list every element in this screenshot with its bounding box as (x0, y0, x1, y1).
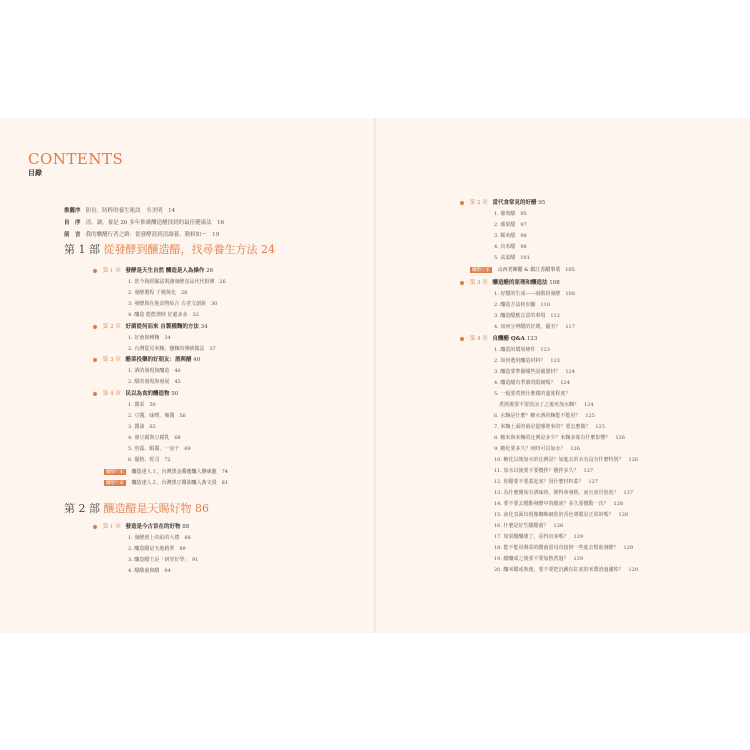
contents-title: CONTENTS (28, 150, 124, 168)
toc-item: 3. 釀造醋王是「研究好學」 91 (128, 557, 199, 563)
toc-item: 1. 葡萄醋 95 (494, 211, 527, 217)
chapter-heading: 第 2 章 好菌從何而來 自製種麴的方法 34 (93, 322, 208, 330)
bullet-dot (93, 358, 97, 362)
bullet-dot (460, 201, 464, 205)
toc-item: 19. 醋釀成之後要不要加熱煮過？ 129 (494, 556, 584, 562)
bullet-dot (93, 392, 97, 396)
feature-badge: 釀醋行家 (106, 481, 124, 486)
toc-item: 8. 糖米與米麴的比例是多少？米麴多寡有什麼影響？ 126 (494, 435, 625, 441)
toc-item: 1. 醬菜 50 (128, 402, 156, 408)
chapter-heading: 第 4 章 自釀醋 Q&A 123 (460, 334, 537, 342)
toc-item: 3. 糯米醋 98 (494, 233, 527, 239)
toc-item: 7. 米麴上面的菌是從哪裡來的？要怎麼做？ 125 (494, 424, 605, 430)
toc-item: 12. 你醋要不要蓋起來？用什麼材料蓋？ 127 (494, 479, 599, 485)
toc-item: 14. 要不要去攪動發酵中的醋液？多久要攪動一次？ 128 (494, 501, 624, 507)
toc-item: 2. 釀造醋是天地精華 89 (128, 546, 186, 552)
toc-item: 4. 烏米醋 98 (494, 244, 527, 250)
toc-item: 3. 釀造要準備哪些設備器材？ 124 (494, 369, 575, 375)
toc-item: 2. 釀造方法和步驟 110 (494, 302, 550, 308)
feature-item: 釀醋行家 釀造達人２，台灣黑豆醬油釀人黃文貴 81 (106, 480, 228, 486)
chapter-heading: 第 1 章 發造是今古首在的好物 88 (93, 522, 189, 530)
toc-item: 5. 高粱醋 101 (494, 255, 530, 261)
toc-item: 2. 如何選用釀造材料？ 123 (494, 358, 560, 364)
feature-badge: 釀醋行家 (106, 470, 124, 475)
bullet-dot (93, 269, 97, 273)
toc-item: 16. 什麼是好生醋醋菌？ 128 (494, 523, 564, 529)
chapter-heading: 第 2 章 當代食常見的好醋 95 (460, 198, 545, 206)
front-matter-2: 自 序 清。調。養是 26 多年推廣釀造醋找到的最佳健康法 16 (64, 220, 225, 226)
toc-item: 3. 釀造醋應注意的事項 112 (494, 313, 560, 319)
toc-item: 2. 台灣從見米麴，鹽麴的傳統做法 37 (128, 346, 216, 352)
chapter-heading: 第 1 章 發酵是天生自然 釀造是人為操作 26 (93, 266, 213, 274)
page-fold (374, 118, 376, 633)
feature-item: 釀醋行家 山西老陳醋 & 鎮江香醋事業 105 (472, 267, 575, 273)
chapter-heading: 第 3 章 醋菜投藥的好朋友：酒與醋 40 (93, 355, 200, 363)
toc-item: 4. 醋酸菌與醋 94 (128, 568, 171, 574)
toc-item: 1. 發酵到上帝給的大禮 88 (128, 535, 191, 541)
toc-item: 1. 釀造的環境條件 123 (494, 347, 550, 353)
toc-item: 4. 釀造 能能增時 好處多多 32 (128, 312, 199, 318)
toc-item: 1. 好菌與種麴 34 (128, 335, 171, 341)
chapter-heading: 第 3 章 釀造醋的原理和釀造法 108 (460, 278, 560, 286)
toc-item: 煮熟後要不要放涼了之後再加水麴？ 124 (494, 402, 594, 408)
toc-item: 4. 發豆腐與豆腐乳 68 (128, 435, 181, 441)
toc-item: 5. 魚露、蝦醬、一夜干 69 (128, 446, 191, 452)
part-2-heading: 第 2 部 釀造醋是天賜好物 86 (64, 502, 209, 515)
toc-item: 4. 如何分辨醋的好壞，優劣？ 117 (494, 324, 575, 330)
front-matter-1: 推薦序 防份。防粹的養生秘訣 丞美明 14 (64, 208, 176, 214)
feature-badge: 釀醋行家 (472, 268, 490, 273)
bullet-dot (93, 325, 97, 329)
toc-item: 9. 糖化要多久？何時可以加水？ 126 (494, 446, 580, 452)
toc-item: 18. 能不能用剩菜的醋菌當母直接倒一些進去幫助發酵？ 129 (494, 545, 634, 551)
toc-item: 15. 液化表面出現像蜘蛛網狀的香色薄膜是正常的嗎？ 128 (494, 512, 629, 518)
toc-item: 20. 釀米醋或熟後，要不要把沉澱在缸底的米漿渣過濾掉？ 129 (494, 567, 639, 573)
toc-item: 6. 水麴是什麼？糖水酒的麴能不能用？ 125 (494, 413, 595, 419)
toc-item: 10. 糖化以後加水的比例是？加進去的水有沒有什麼特別？ 126 (494, 457, 639, 463)
feature-item: 釀醋行家 釀造達人１，台灣黑金醬蜜釀人劉東龍 74 (106, 469, 228, 475)
toc-item: 11. 加水以後要不要攪拌？攪拌多久？ 127 (494, 468, 594, 474)
toc-item: 6. 優格、乾司 72 (128, 457, 171, 463)
toc-item: 2. 蘋果醋 97 (494, 222, 527, 228)
toc-item: 3. 發酵與在地食物結合 古老文創新 30 (128, 301, 218, 307)
bullet-dot (93, 525, 97, 529)
toc-item: 1. 酒的發現與釀造 40 (128, 368, 181, 374)
bullet-dot (460, 337, 464, 341)
toc-item: 1. 當今與經驗法則讓發酵食品代代相傳 26 (128, 279, 226, 285)
bullet-dot (460, 281, 464, 285)
toc-item: 2. 醋的發現與發展 45 (128, 379, 181, 385)
chapter-heading: 第 4 章 民以為食的釀造物 50 (93, 389, 178, 397)
toc-item: 13. 為什麼開始有酒味時，變得會發熱，而且會冒泡泡？ 127 (494, 490, 634, 496)
toc-item: 1. 好醋的生成——兩階段發酵 108 (494, 291, 575, 297)
toc-item: 2. 豆醬、味噌、辣醬 56 (128, 413, 186, 419)
contents-subtitle: 目錄 (28, 168, 42, 177)
front-matter-3: 前 言 我的釀醋行者之路：從發酵液到清調養。勤修如一 19 (64, 232, 220, 238)
toc-item: 3. 醬油 62 (128, 424, 156, 430)
part-1-heading: 第 1 部 從發酵到釀造醋，找尋養生方法 24 (64, 243, 275, 256)
toc-item: 5. 一般要煮到什麼樣的溫度程度？ (494, 391, 571, 397)
toc-item: 4. 釀造醋有季節的限制嗎？ 124 (494, 380, 570, 386)
toc-item: 2. 發酵製程 千變萬化 28 (128, 290, 188, 296)
toc-item: 17. 如果醋釀壞了，看得出來嗎？ 129 (494, 534, 584, 540)
